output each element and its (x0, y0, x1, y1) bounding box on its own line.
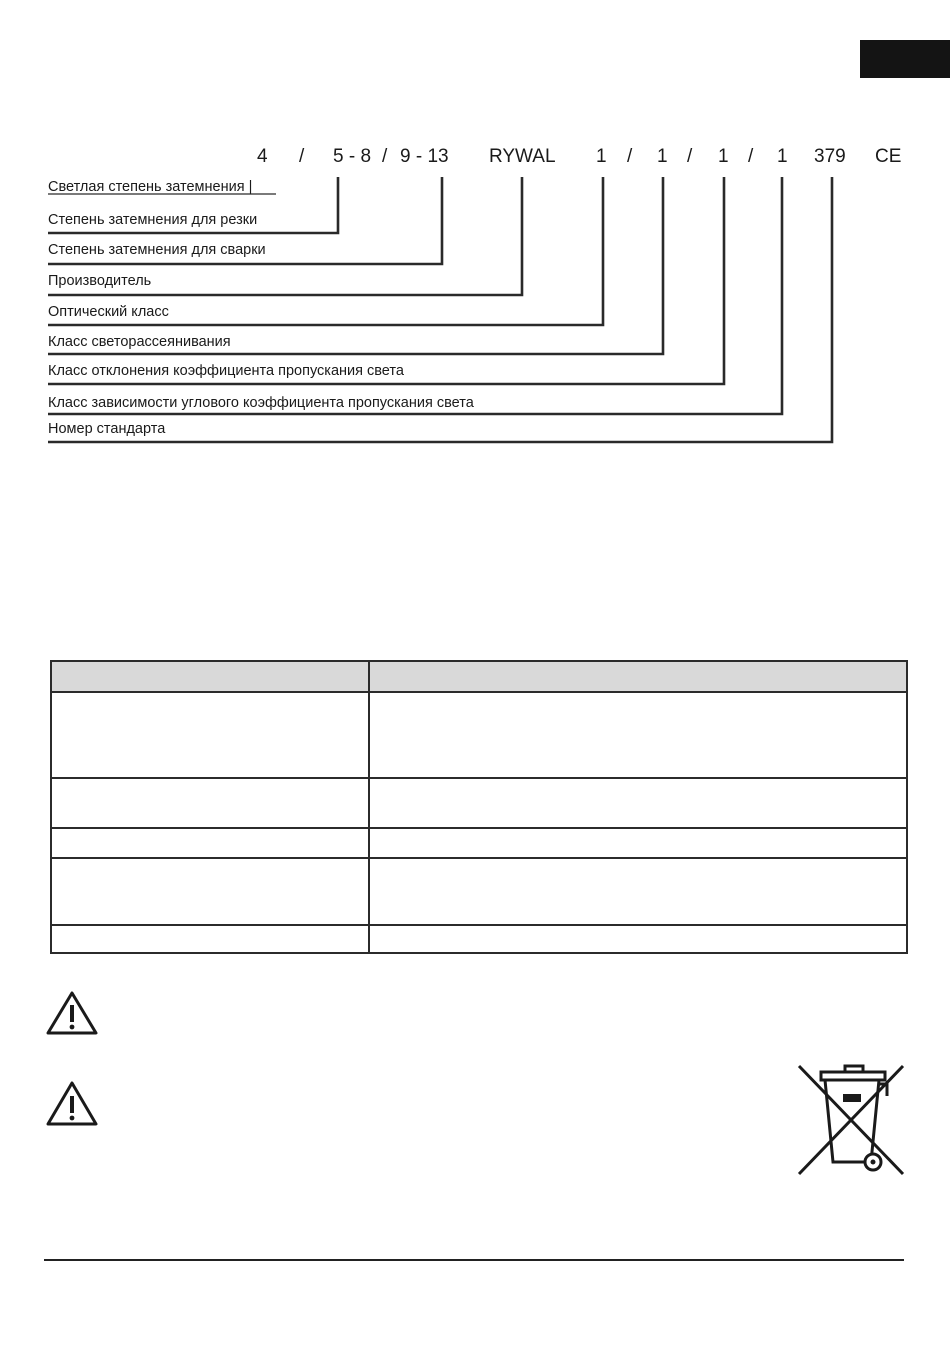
table-row (52, 829, 906, 859)
code-diffusion-class: 1 (657, 146, 668, 167)
label-transmission-class: Класс отклонения коэффициента пропускания света (48, 363, 404, 379)
code-ce-mark: CE (875, 146, 902, 167)
code-sep-4: / (687, 146, 693, 167)
code-angular-class: 1 (777, 146, 788, 167)
footer-divider (44, 1259, 904, 1261)
warning-triangle-icon (45, 1080, 99, 1128)
label-manufacturer: Производитель (48, 273, 152, 289)
code-sep-3: / (627, 146, 633, 167)
label-light-shade: Светлая степень затемнения | (48, 179, 253, 195)
code-standard-number: 379 (814, 146, 846, 167)
table-row (52, 779, 906, 829)
label-optical-class: Оптический класс (48, 304, 169, 320)
label-welding-shade: Степень затемнения для сварки (48, 242, 266, 258)
code-sep-5: / (748, 146, 754, 167)
label-cutting-shade: Степень затемнения для резки (48, 212, 258, 228)
code-sep-2: / (382, 146, 388, 167)
code-transmission-class: 1 (718, 146, 729, 167)
label-diffusion-class: Класс светорассеянивания (48, 334, 231, 350)
code-manufacturer: RYWAL (489, 146, 556, 167)
label-angular-class: Класс зависимости углового коэффициента пропускания света (48, 395, 474, 411)
spec-table (50, 660, 908, 954)
code-optical-class: 1 (596, 146, 607, 167)
label-standard-number: Номер стандарта (48, 421, 166, 437)
table-row (52, 693, 906, 779)
marking-diagram (0, 0, 950, 460)
warning-triangle-icon (45, 990, 99, 1036)
code-shade-cutting: 5 - 8 (333, 146, 372, 167)
code-shade-light: 4 (257, 146, 268, 167)
table-row (52, 859, 906, 926)
code-shade-welding: 9 - 13 (400, 146, 449, 167)
table-column-divider (368, 662, 370, 952)
crossed-out-bin-icon (795, 1062, 907, 1180)
table-header-row (52, 662, 906, 693)
code-sep-1: / (299, 146, 305, 167)
connector-diffusion (48, 177, 663, 354)
